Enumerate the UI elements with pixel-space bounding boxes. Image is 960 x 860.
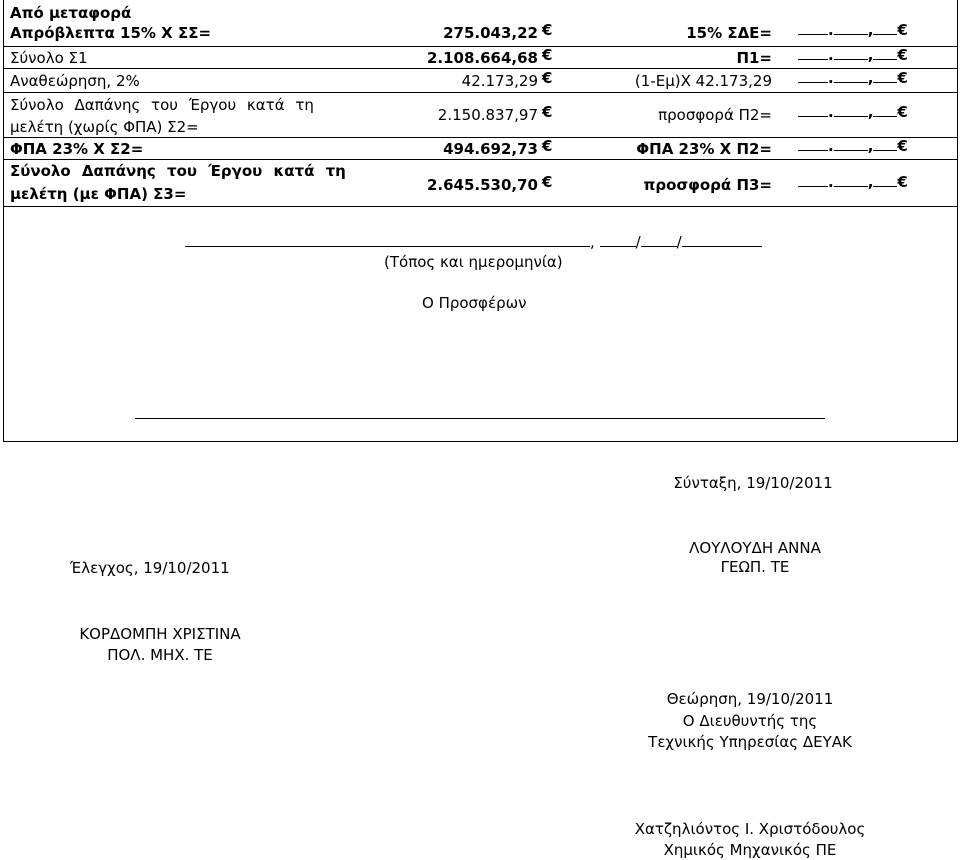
approved-role: Ο Διευθυντής της: [682, 712, 818, 730]
amount-blank-field[interactable]: . , €: [798, 173, 908, 191]
row-right-label: 15% ΣΔΕ=: [686, 24, 772, 42]
row-label-cont: μελέτη (με ΦΠΑ) Σ3=: [10, 185, 187, 203]
euro-icon: €: [542, 173, 553, 191]
place-date-field[interactable]: , / /: [185, 233, 762, 251]
approved-name: Χατζηλιόντος Ι. Χριστόδουλος: [634, 820, 866, 838]
offerer-label: Ο Προσφέρων: [422, 294, 527, 312]
row-label: Σύνολο Σ1: [10, 49, 88, 67]
row-label-cont: μελέτη (χωρίς ΦΠΑ) Σ2=: [10, 118, 199, 136]
row-amount: 275.043,22: [443, 24, 538, 42]
row-right-label: προσφορά Π2=: [658, 106, 772, 124]
row-label: Σύνολο Δαπάνης του Έργου κατά τη: [10, 96, 314, 114]
approved-role: Τεχνικής Υπηρεσίας ΔΕΥΑΚ: [648, 733, 852, 751]
row-amount: 2.108.664,68: [426, 49, 538, 67]
amount-blank-field[interactable]: . , €: [798, 69, 908, 87]
row-right-label: Π1=: [736, 49, 772, 67]
amount-blank-field[interactable]: . , €: [798, 137, 908, 155]
place-date-caption: (Τόπος και ημερομηνία): [384, 253, 563, 271]
col-divider: [957, 0, 958, 206]
checked-title: ΠΟΛ. ΜΗΧ. ΤΕ: [107, 646, 213, 664]
checked-label: Έλεγχος, 19/10/2011: [70, 559, 230, 577]
row-divider: [3, 92, 958, 93]
euro-icon: €: [542, 103, 553, 121]
row-amount: 42.173,29: [461, 72, 538, 90]
row-label: Αναθεώρηση, 2%: [10, 72, 140, 90]
compiled-label: Σύνταξη, 19/10/2011: [673, 474, 833, 492]
checked-name: ΚΟΡΔΟΜΠΗ ΧΡΙΣΤΙΝΑ: [79, 625, 241, 643]
row-amount: 494.692,73: [443, 140, 538, 158]
approved-title: Χημικός Μηχανικός ΠΕ: [663, 841, 837, 859]
row-label-cont: Απρόβλεπτα 15% Χ ΣΣ=: [10, 24, 212, 42]
amount-blank-field[interactable]: . , €: [798, 21, 908, 39]
row-divider: [3, 206, 958, 207]
signature-line: [135, 418, 825, 419]
row-right-label: προσφορά Π3=: [643, 176, 772, 194]
row-label: Από μεταφορά: [10, 4, 132, 22]
approved-label: Θεώρηση, 19/10/2011: [666, 690, 834, 708]
amount-blank-field[interactable]: . , €: [798, 103, 908, 121]
amount-blank-field[interactable]: . , €: [798, 46, 908, 64]
row-divider: [3, 159, 958, 160]
euro-icon: €: [542, 137, 553, 155]
row-label: ΦΠΑ 23% Χ Σ2=: [10, 140, 144, 158]
euro-icon: €: [542, 21, 553, 39]
euro-icon: €: [542, 69, 553, 87]
row-amount: 2.645.530,70: [426, 176, 538, 194]
row-right-label: (1-Εμ)Χ 42.173,29: [634, 72, 772, 90]
compiled-title: ΓΕΩΠ. ΤΕ: [720, 558, 790, 576]
euro-icon: €: [542, 46, 553, 64]
compiled-name: ΛΟΥΛΟΥΔΗ ΑΝΝΑ: [689, 539, 821, 557]
row-label: Σύνολο Δαπάνης του Έργου κατά τη: [10, 162, 346, 180]
row-amount: 2.150.837,97: [437, 106, 538, 124]
row-right-label: ΦΠΑ 23% Χ Π2=: [636, 140, 772, 158]
